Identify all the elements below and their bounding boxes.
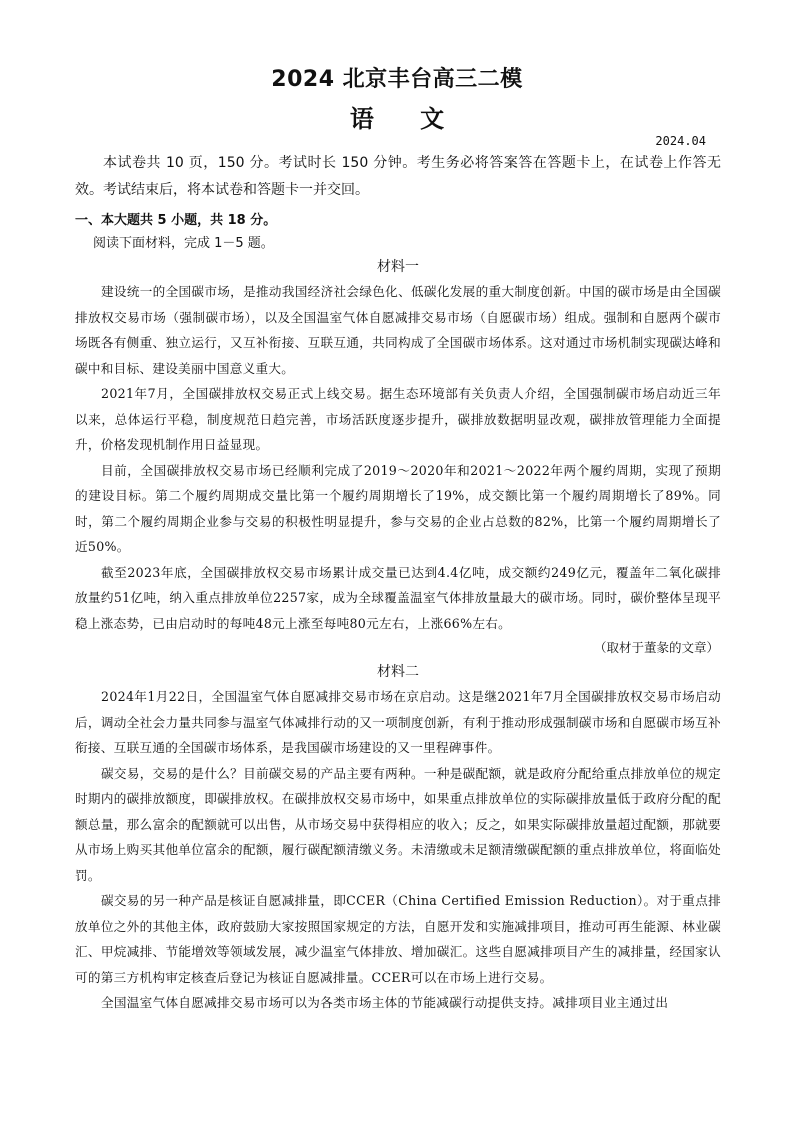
material2-paragraph: 全国温室气体自愿减排交易市场可以为各类市场主体的节能减碳行动提供支持。减排项目业主通过出 <box>101 995 669 1010</box>
material2-paragraph: 碳交易，交易的是什么？目前碳交易的产品主要有两种。一种是碳配额，就是政府分配给重点排放单位的规定时期内的碳排放额度，即碳排放权。在碳排放权交易市场中，如果重点排放单位的实际碳排放量低于政府分配的配额总量，那么富余的配额就可以出售，从市场交易中获得相应的收入；反之，如果实际碳排放量超过配额，那就要从市场上购买其他单位富余的配额，履行碳配额清缴义务。未清缴或未足额清缴碳配额的重点排放单位，将面临处罚。 <box>75 765 721 883</box>
exam-title: 2024 北京丰台高三二模 <box>271 67 523 92</box>
material1-paragraph: 2021年7月，全国碳排放权交易正式上线交易。据生态环境部有关负责人介绍，全国强制碳市场启动近三年以来，总体运行平稳，制度规范日趋完善，市场活跃度逐步提升，碳排放数据明显改观，碳排放管理能力全面提升，价格发现机制作用日益显现。 <box>75 386 721 452</box>
reading-instruction: 阅读下面材料，完成 1－5 题。 <box>93 236 274 251</box>
material1-paragraph: 建设统一的全国碳市场，是推动我国经济社会绿色化、低碳化发展的重大制度创新。中国的碳市场是由全国碳排放权交易市场（强制碳市场），以及全国温室气体自愿减排交易市场（自愿碳市场）组成。强制和自愿两个碳市场既各有侧重、独立运行，又互补衔接、互联互通，共同构成了全国碳市场体系。这对通过市场机制实现碳达峰和碳中和目标、建设美丽中国意义重大。 <box>75 284 721 376</box>
material2-paragraph: 碳交易的另一种产品是核证自愿减排量，即CCER（China Certified Emission Reduction）。对于重点排放单位之外的其他主体，政府鼓励大家按照国家规定的方法，自愿开发和实施减排项目，推动可再生能源、林业碳汇、甲烷减排、节能增效等领域发展，减少温室气体排放、增加碳汇。这些自愿减排项目产生的减排量，经国家认可的第三方机构审定核查后登记为核证自愿减排量。CCER可以在市场上进行交易。 <box>75 893 721 985</box>
material2-title: 材料二 <box>377 664 419 680</box>
material1-source: （取材于董彖的文章） <box>593 640 719 655</box>
exam-date: 2024.04 <box>655 134 706 148</box>
document-body <box>75 150 721 1016</box>
material1-title: 材料一 <box>377 259 419 275</box>
material2-paragraph: 2024年1月22日，全国温室气体自愿减排交易市场在京启动。这是继2021年7月全国碳排放权交易市场启动后，调动全社会力量共同参与温室气体减排行动的又一项制度创新，有利于推动形成强制碳市场和自愿碳市场互补衔接、互联互通的全国碳市场体系，是我国碳市场建设的又一里程碑事件。 <box>75 689 721 755</box>
subject-title: 语 文 <box>349 105 445 133</box>
material1-paragraph: 截至2023年底，全国碳排放权交易市场累计成交量已达到4.4亿吨，成交额约249亿元，覆盖年二氧化碳排放量约51亿吨，纳入重点排放单位2257家，成为全球覆盖温室气体排放量最大的碳市场。同时，碳价整体呈现平稳上涨态势，已由启动时的每吨48元上涨至每吨80元左右，上涨66%左右。 <box>75 564 721 631</box>
section-heading: 一、本大题共 5 小题，共 18 分。 <box>75 213 277 228</box>
exam-instructions: 本试卷共 10 页，150 分。考试时长 150 分钟。考生务必将答案答在答题卡上，在试卷上作答无效。考试结束后，将本试卷和答题卡一并交回。 <box>75 155 721 198</box>
material1-paragraph: 目前，全国碳排放权交易市场已经顺利完成了2019～2020年和2021～2022年两个履约周期，实现了预期的建设目标。第二个履约周期成交量比第一个履约周期增长了19%，成交额比第一个履约周期增长了89%。同时，第二个履约周期企业参与交易的积极性明显提升，参与交易的企业占总数的82%，比第一个履约周期增长了近50%。 <box>75 462 721 554</box>
